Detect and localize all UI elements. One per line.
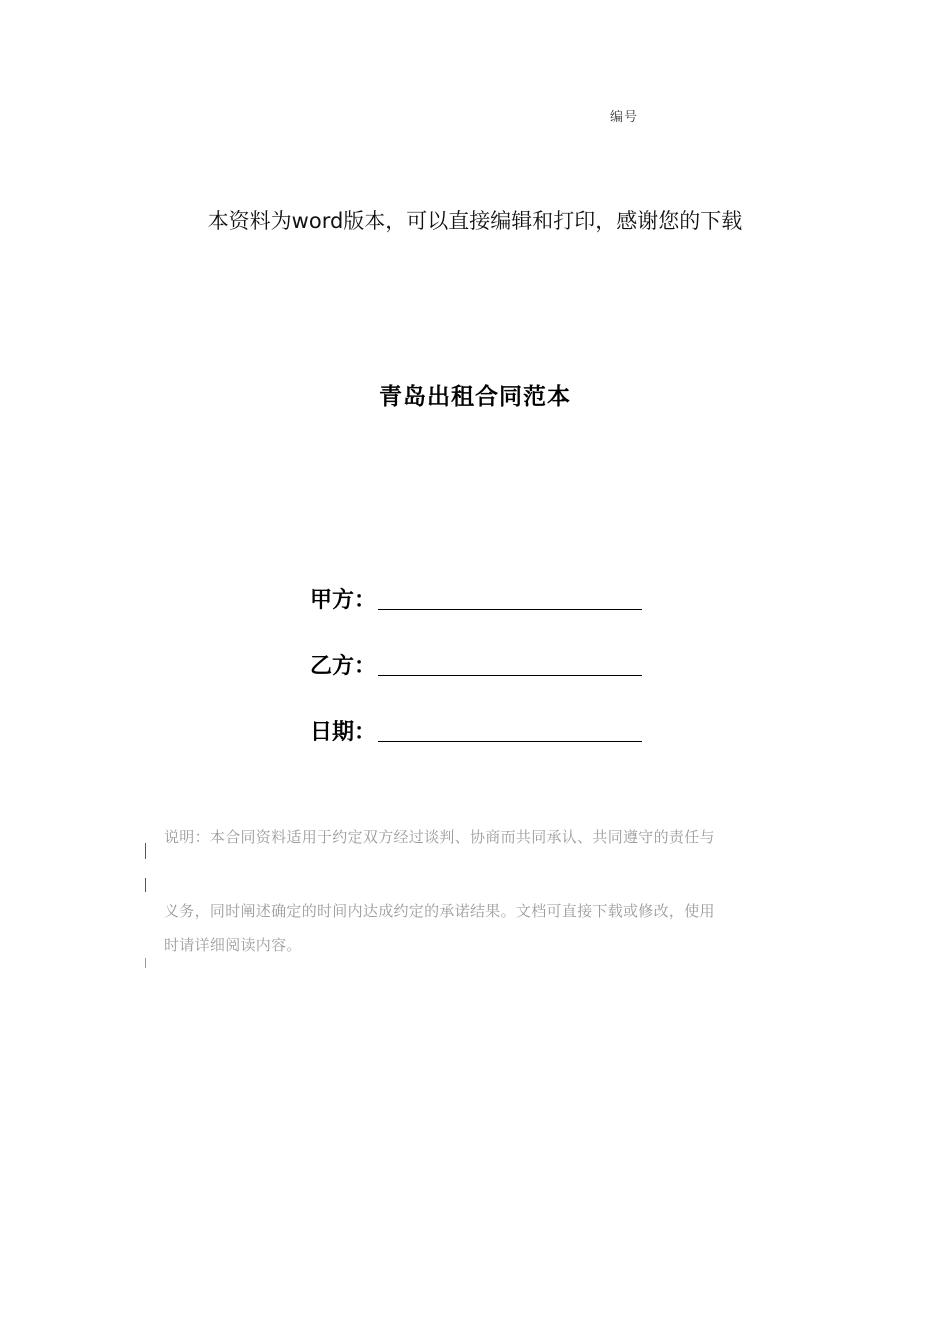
description-line: 说明：本合同资料适用于约定双方经过谈判、协商而共同承认、共同遵守的责任与: [164, 828, 715, 846]
description-line: 义务，同时阐述确定的时间内达成约定的承诺结果。文档可直接下载或修改，使用: [164, 902, 715, 920]
date-blank-line: [378, 741, 642, 742]
date-label: 日期：: [310, 720, 377, 745]
party-a-label: 甲方：: [310, 588, 377, 613]
document-number-label: 编号: [610, 110, 639, 125]
download-notice: 本资料为word版本，可以直接编辑和打印，感谢您的下载: [207, 209, 743, 233]
party-b-blank-line: [378, 675, 642, 676]
party-b-row: [310, 646, 642, 680]
margin-mark: [145, 958, 146, 968]
margin-mark: [145, 843, 146, 859]
party-a-row: [310, 580, 642, 614]
description-line: 时请详细阅读内容。: [164, 936, 302, 954]
party-b-label: 乙方：: [310, 654, 377, 679]
party-a-blank-line: [378, 609, 642, 610]
margin-mark: [145, 878, 146, 892]
date-row: [310, 712, 642, 746]
document-title: 青岛出租合同范本: [379, 384, 571, 410]
